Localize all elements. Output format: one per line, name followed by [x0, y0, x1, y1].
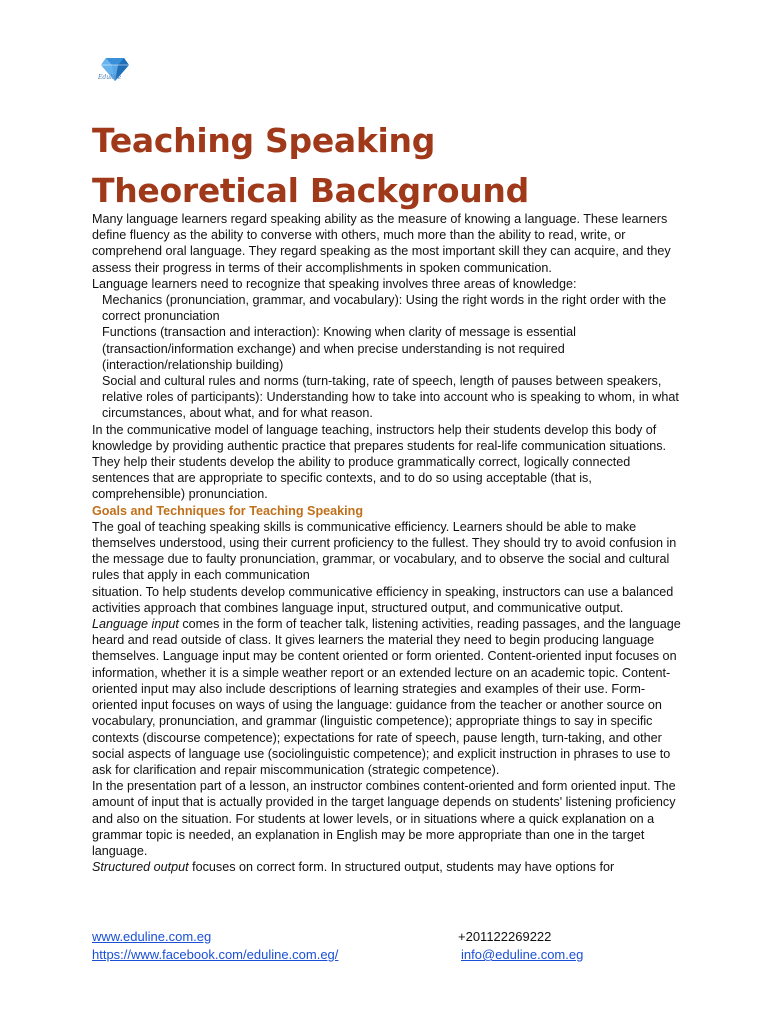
italic-term: Structured output	[92, 860, 189, 875]
paragraph-text: comes in the form of teacher talk, listening activities, reading passages, and the language heard and read outside of class. It gives learners the material they need to begin producing language themselves. Language input may be content oriented or form oriented. Content-oriented input focuses on information, whether it is a simple weather report or an extended lecture on an academic topic. Content-oriented input may also include descriptions of learning strategies and examples of their use. Form-oriented input focuses on ways of using the language: guidance from the teacher or another source on vocabulary, pronunciation, and grammar (linguistic competence); appropriate things to say in specific contexts (discourse competence); expectations for rate of speech, pause length, turn-taking, and other	[92, 617, 681, 745]
paragraph: In the presentation part of a lesson, an instructor combines content-oriented and form oriented input. The amount of input that is actually provided in the target language depends on students' listening proficiency and also on the situation. For students at lower levels, or in situations where a quick explanation on a grammar topic is needed, an explanation in English may be more appropriate than one in the target language.	[92, 779, 676, 858]
section-heading: Goals and Techniques for Teaching Speaking	[92, 503, 364, 518]
logo-text: Eduline	[98, 74, 122, 81]
list-item: Social and cultural rules and norms (turn-taking, rate of speech, length of pauses between speakers, relative roles of participants): Understanding how to take into account who is speaking to whom, in what circumstances, about what, and for what reason.	[102, 374, 679, 421]
paragraph-text: focuses on correct form. In structured output, students may have options for	[188, 860, 615, 875]
paragraph: social aspects of language use (sociolinguistic competence); and explicit instruction in phrases to use to ask for clarification and repair miscommunication (strategic competence).	[92, 746, 671, 777]
page-footer	[92, 928, 692, 964]
paragraph: The goal of teaching speaking skills is communicative efficiency. Learners should be able to make themselves understood, using their current proficiency to the fullest. They should try to avoid confusion in the message due to faulty pronunciation, grammar, or vocabulary, and to observe the social and cultural rules that apply in each communication	[92, 519, 677, 583]
paragraph	[92, 859, 682, 875]
website-link[interactable]: www.eduline.com.eg	[92, 929, 212, 944]
italic-term: Language input	[92, 617, 179, 632]
paragraph: situation. To help students develop communicative efficiency in speaking, instructors can use a balanced activities approach that combines language input, structured output, and communicative output.	[92, 584, 674, 615]
paragraph: In the communicative model of language teaching, instructors help their students develop this body of knowledge by providing authentic practice that prepares students for real-life communication situations. They help their students develop the ability to produce grammatically correct, logically connected sentences that are appropriate to specific contexts, and to do so using acceptable (that is, comprehensible) pronunciation.	[92, 422, 667, 502]
list-item: Functions (transaction and interaction): Knowing when clarity of message is essential (transaction/information exchange) and when precise understanding is not required (interaction/relationship building)	[102, 325, 576, 372]
title-line-2: Theoretical Background	[92, 171, 529, 210]
document-body	[92, 211, 682, 875]
page-title	[92, 116, 692, 216]
title-line-1: Teaching Speaking	[92, 121, 436, 160]
paragraph: Many language learners regard speaking ability as the measure of knowing a language. These learners define fluency as the ability to converse with others, much more than the ability to read, write, or comprehend oral language. They regard speaking as the most important skill they can acquire, and they assess their progress in terms of their accomplishments in spoken communication.	[92, 212, 671, 275]
facebook-link[interactable]: https://www.facebook.com/eduline.com.eg/	[92, 947, 339, 962]
phone-number: +201122269222	[458, 929, 552, 944]
paragraph: Language learners need to recognize that speaking involves three areas of knowledge:	[92, 276, 577, 291]
email-link[interactable]: info@eduline.com.eg	[461, 947, 584, 962]
paragraph	[92, 616, 682, 746]
list-item: Mechanics (pronunciation, grammar, and vocabulary): Using the right words in the right order with the correct pronunciation	[102, 293, 667, 324]
